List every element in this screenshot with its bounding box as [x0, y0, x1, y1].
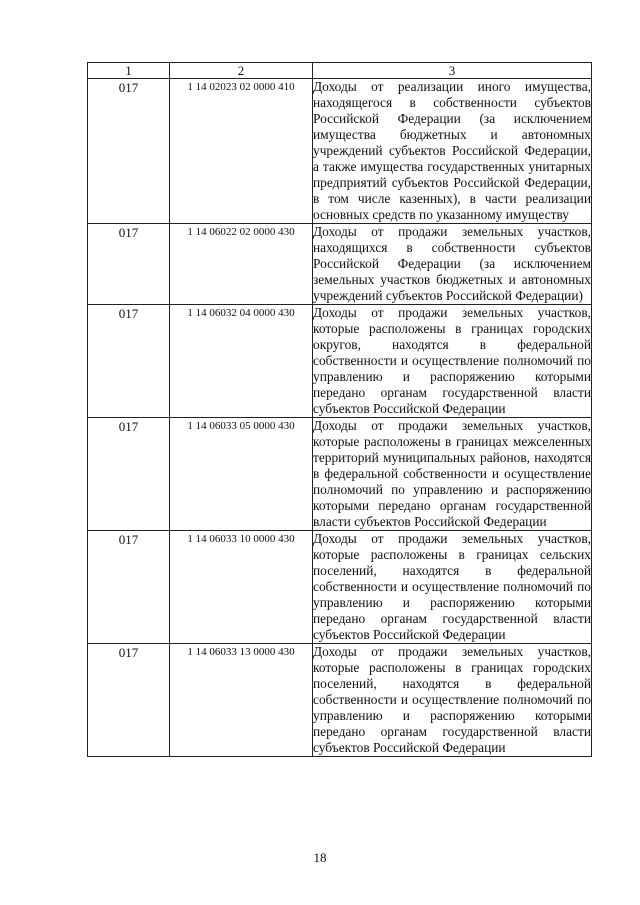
table-row [88, 644, 592, 757]
revenue-description-cell: Доходы от продажи земельных участков, находящихся в собственности субъектов Российской Федерации (за исключением земельных участков бюджетных и автономных учреждений субъектов Российской Федерации) [313, 224, 591, 303]
revenue-description-cell: Доходы от продажи земельных участков, которые расположены в границах городских округов, находятся в федеральной собственности и осуществление полномочий по управлению и распоряжению которыми передано органам государственной власти субъектов Российской Федерации [313, 305, 591, 416]
revenue-code-cell: 1 14 06022 02 0000 430 [170, 224, 313, 305]
table-row [88, 79, 592, 224]
table-row [88, 418, 592, 531]
page-number: 18 [313, 850, 327, 865]
revenue-code-cell: 1 14 06033 13 0000 430 [170, 644, 313, 757]
revenue-code-cell: 1 14 06033 05 0000 430 [170, 418, 313, 531]
table-header-row [88, 63, 592, 79]
admin-code-cell: 017 [88, 224, 170, 305]
admin-code-cell: 017 [88, 418, 170, 531]
revenue-description-cell: Доходы от продажи земельных участков, которые расположены в границах городских поселений, находятся в федеральной собственности и осуществление полномочий по управлению и распоряжению которыми передано органам государственной власти субъектов Российской Федерации [313, 644, 591, 755]
table-row [88, 224, 592, 305]
revenue-code-cell: 1 14 06033 10 0000 430 [170, 531, 313, 644]
admin-code-cell: 017 [88, 644, 170, 757]
column-header-2: 2 [170, 63, 313, 79]
table-row [88, 305, 592, 418]
revenue-description-cell: Доходы от продажи земельных участков, которые расположены в границах сельских поселений, находятся в федеральной собственности и осуществление полномочий по управлению и распоряжению которыми передано органам государственной власти субъектов Российской Федерации [313, 531, 591, 642]
revenue-code-cell: 1 14 02023 02 0000 410 [170, 79, 313, 224]
admin-code-cell: 017 [88, 531, 170, 644]
column-header-1: 1 [88, 63, 170, 79]
revenue-description-cell: Доходы от реализации иного имущества, находящегося в собственности субъектов Российской Федерации (за исключением имущества бюджетных и автономных учреждений субъектов Российской Федерации, а также имущества государственных унитарных предприятий субъектов Российской Федерации, в том числе казенных), в части реализации основных средств по указанному имуществу [313, 79, 591, 222]
revenue-codes-table [87, 62, 592, 757]
revenue-description-cell: Доходы от продажи земельных участков, которые расположены в границах межселенных территорий муниципальных районов, находятся в федеральной собственности и осуществление полномочий по управлению и распоряжению которыми передано органам государственной власти субъектов Российской Федерации [313, 418, 591, 529]
column-header-3: 3 [313, 63, 592, 79]
revenue-code-cell: 1 14 06032 04 0000 430 [170, 305, 313, 418]
admin-code-cell: 017 [88, 305, 170, 418]
table-row [88, 531, 592, 644]
admin-code-cell: 017 [88, 79, 170, 224]
